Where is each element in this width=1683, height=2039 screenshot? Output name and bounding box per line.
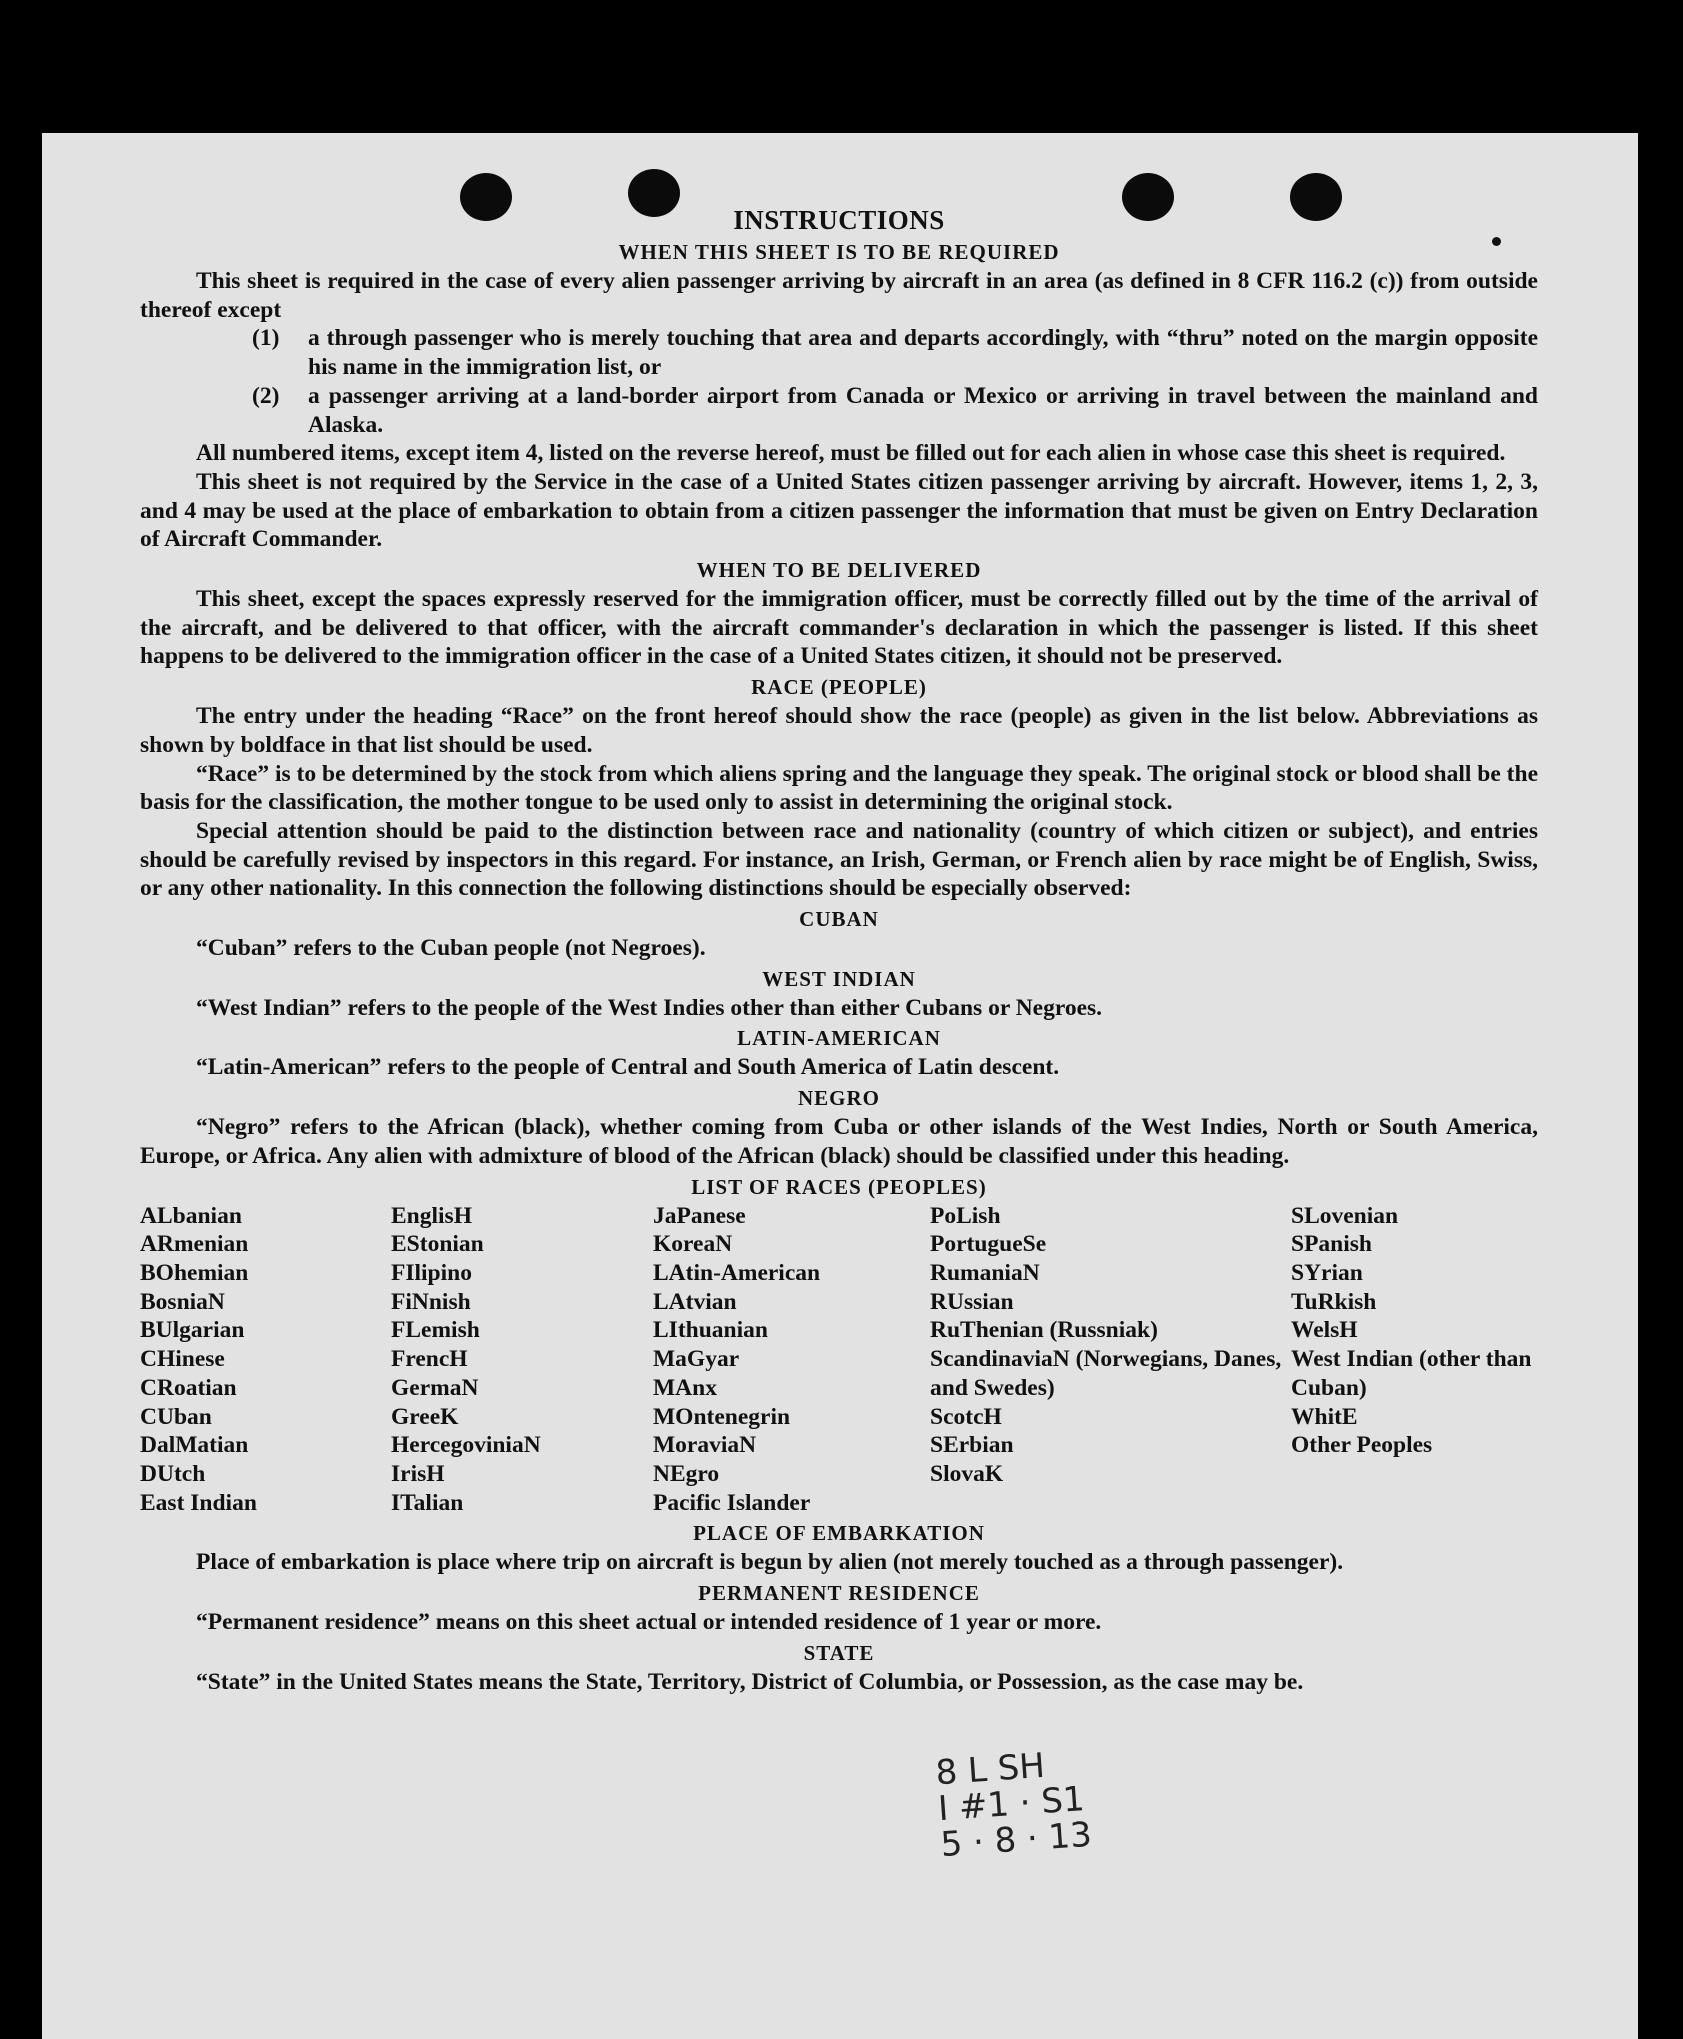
section-heading: CUBAN [799, 907, 879, 932]
races-column [1291, 1202, 1536, 1518]
race-item: SPanish [1291, 1231, 1372, 1258]
races-column [653, 1202, 930, 1518]
races-table [140, 1202, 1538, 1518]
race-item: NEgro [653, 1460, 720, 1487]
race-item: CRoatian [140, 1374, 237, 1401]
document-page [42, 133, 1638, 2039]
race-item: MaGyar [653, 1346, 740, 1373]
race-item: MoraviaN [653, 1432, 757, 1459]
race-item: PoLish [930, 1202, 1001, 1229]
handwriting-line: I #1 · S1 [936, 1779, 1086, 1830]
race-item: LAtvian [653, 1288, 737, 1315]
punch-hole [1122, 173, 1174, 221]
race-item: DalMatian [140, 1432, 249, 1459]
race-item: MOntenegrin [653, 1403, 791, 1430]
paragraph: “Race” is to be determined by the stock from which aliens spring and the language they speak. The original stock or blood shall be the basis for the classification, the mother tongue to be used only to assist in determining the original stock. [140, 760, 1538, 816]
section-heading: WEST INDIAN [762, 966, 916, 991]
punch-hole [460, 173, 512, 221]
page-title: INSTRUCTIONS [733, 205, 945, 235]
race-item: SYrian [1291, 1259, 1363, 1286]
item-text: a through passenger who is merely touching that area and departs accordingly, with “thru” noted on the margin opposite his name in the immigration list, or [308, 325, 1538, 381]
section-heading: LIST OF RACES (PEOPLES) [691, 1174, 987, 1199]
race-item: IrisH [391, 1460, 445, 1487]
paragraph: The entry under the heading “Race” on the front hereof should show the race (people) as given in the list below. Abbreviations as shown by boldface in that list should be used. [140, 703, 1538, 758]
section-heading: PLACE OF EMBARKATION [693, 1521, 985, 1546]
race-item: MAnx [653, 1374, 717, 1401]
paragraph: “Latin-American” refers to the people of Central and South America of Latin descent. [196, 1054, 1060, 1081]
race-item: ScandinaviaN (Norwegians, Danes, and Swedes) [930, 1346, 1282, 1401]
race-item: ScotcH [930, 1403, 1002, 1430]
race-item: CHinese [140, 1346, 225, 1373]
paragraph: “West Indian” refers to the people of the West Indies other than either Cubans or Negroes. [196, 994, 1103, 1021]
race-item: BosniaN [140, 1288, 225, 1315]
races-column [391, 1202, 653, 1518]
race-item: GreeK [391, 1403, 459, 1430]
race-item: SErbian [930, 1432, 1014, 1459]
race-item: BUlgarian [140, 1317, 245, 1344]
race-item: Pacific Islander [653, 1489, 811, 1516]
handwriting-line: 5 · 8 · 13 [939, 1814, 1094, 1866]
race-item: CUban [140, 1403, 212, 1430]
paragraph: This sheet is required in the case of every alien passenger arriving by aircraft in an area (as defined in 8 CFR 116.2 (c)) from outside thereof except [140, 268, 1538, 323]
race-item: ALbanian [140, 1202, 242, 1229]
punch-hole [628, 169, 680, 217]
race-item: ITalian [391, 1489, 464, 1516]
punch-hole [1290, 173, 1342, 221]
race-item: HercegoviniaN [391, 1432, 541, 1459]
paragraph: This sheet, except the spaces expressly reserved for the immigration officer, must be correctly filled out by the time of the arrival of the aircraft, and be delivered to that officer, with the aircraft commander's declaration in which the passenger is listed. If this sheet happens to be delivered to the immigration officer in the case of a United States citizen, it should not be preserved. [140, 586, 1538, 670]
item-number: (2) [252, 382, 280, 409]
paragraph: All numbered items, except item 4, listed on the reverse hereof, must be filled out for each alien in whose case this sheet is required. [196, 440, 1506, 467]
race-item: FiNnish [391, 1288, 471, 1315]
paragraph: This sheet is not required by the Service in the case of a United States citizen passenger arriving by aircraft. However, items 1, 2, 3, and 4 may be used at the place of embarkation to obtain from a citizen passenger the information that must be given on Entry Declaration of Aircraft Commander. [140, 468, 1538, 553]
section-heading: WHEN THIS SHEET IS TO BE REQUIRED [618, 240, 1060, 264]
race-item: JaPanese [653, 1202, 746, 1229]
race-item: KoreaN [653, 1231, 733, 1258]
races-column [140, 1202, 391, 1518]
paragraph: “Permanent residence” means on this sheet actual or intended residence of 1 year or more. [196, 1609, 1102, 1636]
section-heading: LATIN-AMERICAN [737, 1026, 941, 1051]
paragraph: Special attention should be paid to the distinction between race and nationality (country of which citizen or subject), and entries should be carefully revised by inspectors in this regard. For instance, an Irish, German, or French alien by race might be of English, Swiss, or any other nationality. In this connection the following distinctions should be especially observed: [140, 817, 1538, 902]
speck [1492, 237, 1501, 246]
race-item: East Indian [140, 1489, 257, 1516]
paragraph: “State” in the United States means the State, Territory, District of Columbia, or Possession, as the case may be. [196, 1668, 1304, 1695]
race-item: FrencH [391, 1346, 468, 1373]
list-item [140, 382, 1538, 439]
section-heading: STATE [803, 1640, 875, 1665]
race-item: EnglisH [391, 1202, 472, 1229]
list-item [140, 324, 1538, 381]
race-item: West Indian (other than Cuban) [1291, 1346, 1532, 1401]
section-heading: NEGRO [797, 1086, 880, 1111]
race-item: SLovenian [1291, 1202, 1399, 1229]
paragraph: “Negro” refers to the African (black), whether coming from Cuba or other islands of the West Indies, North or South America, Europe, or Africa. Any alien with admixture of blood of the African (black) should be classified under this heading. [140, 1114, 1538, 1169]
paragraph: Place of embarkation is place where trip on aircraft is begun by alien (not merely touched as a through passenger). [196, 1549, 1344, 1576]
handwriting-line: 8 L SH [934, 1745, 1047, 1794]
race-item: RUssian [930, 1288, 1014, 1315]
race-item: RumaniaN [930, 1259, 1040, 1286]
item-text: a passenger arriving at a land-border airport from Canada or Mexico or arriving in travel between the mainland and Alaska. [308, 382, 1538, 438]
race-item: GermaN [391, 1374, 479, 1401]
section-heading: RACE (PEOPLE) [751, 675, 927, 700]
section-heading: PERMANENT RESIDENCE [698, 1581, 980, 1606]
section-heading: WHEN TO BE DELIVERED [696, 558, 982, 583]
handwritten-notation [934, 1745, 1094, 1866]
race-item: LAtin-American [653, 1259, 821, 1286]
race-item: LIthuanian [653, 1317, 768, 1344]
race-item: FLemish [391, 1317, 480, 1344]
race-item: ARmenian [140, 1231, 249, 1258]
race-item: RuThenian (Russniak) [930, 1317, 1158, 1344]
race-item: FIlipino [391, 1259, 472, 1286]
race-item: Other Peoples [1291, 1432, 1433, 1459]
race-item: SlovaK [930, 1460, 1004, 1487]
race-item: PortugueSe [930, 1231, 1047, 1258]
race-item: WelsH [1291, 1317, 1358, 1344]
race-item: TuRkish [1291, 1288, 1377, 1315]
race-item: DUtch [140, 1460, 206, 1487]
race-item: EStonian [391, 1231, 484, 1258]
races-column [930, 1202, 1291, 1518]
item-number: (1) [252, 325, 280, 352]
paragraph: “Cuban” refers to the Cuban people (not Negroes). [196, 935, 706, 962]
race-item: WhitE [1291, 1403, 1358, 1430]
race-item: BOhemian [140, 1259, 249, 1286]
